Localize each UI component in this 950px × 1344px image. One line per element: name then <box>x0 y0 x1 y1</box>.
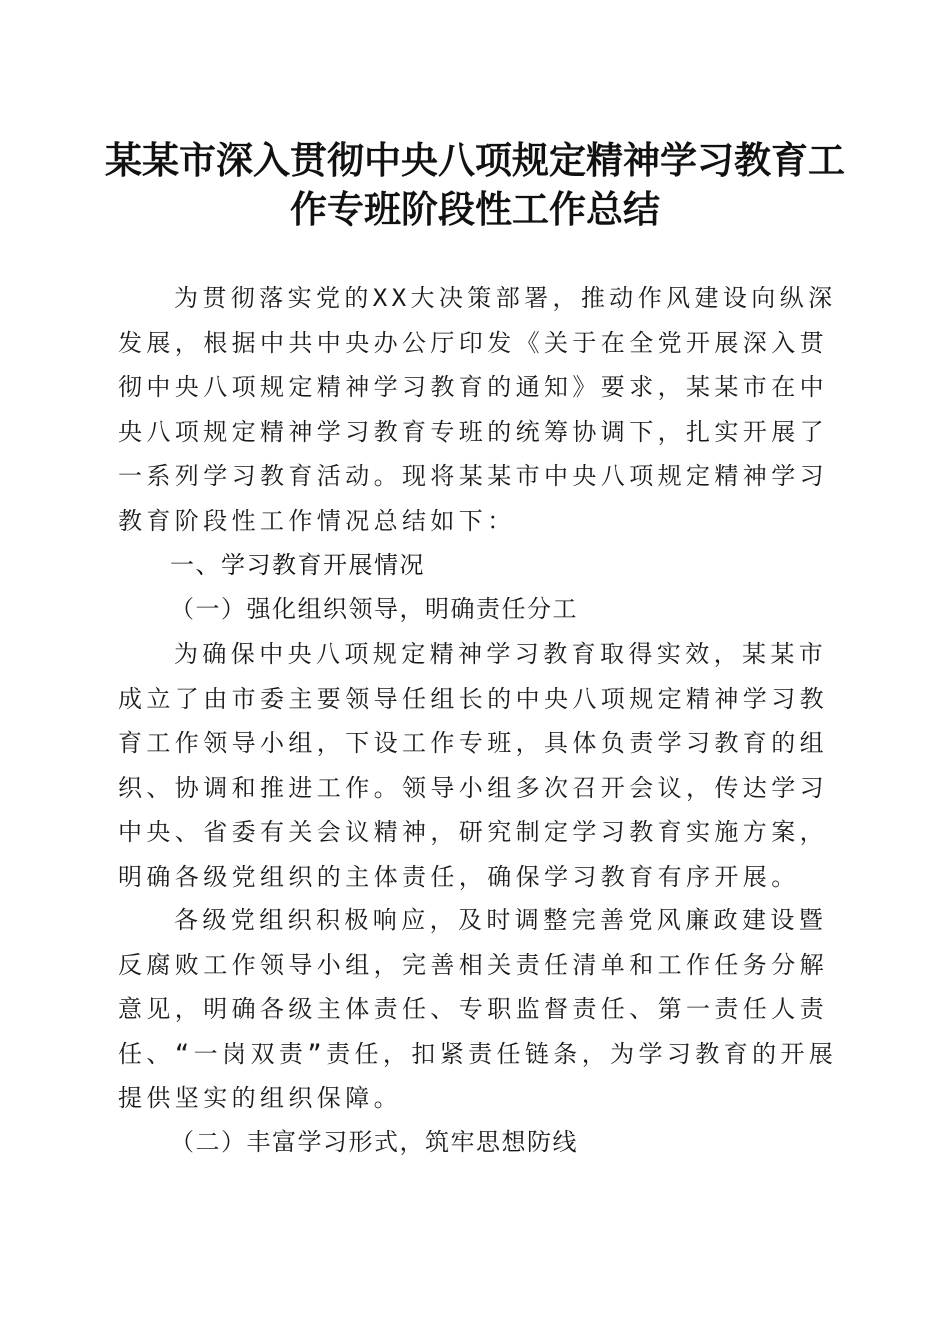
subsection-heading-2: （二）丰富学习形式，筑牢思想防线 <box>170 1128 578 1156</box>
section-heading-1: 一、学习教育开展情况 <box>170 551 425 579</box>
intro-paragraph: 为贯彻落实党的XX大决策部署，推动作风建设向纵深发展，根据中共中央办公厅印发《关于在全党开展深入贯彻中央八项规定精神学习教育的通知》要求，某某市在中央八项规定精神学习教育专班的统筹协调下，扎实开展了一系列学习教育活动。现将某某市中央八项规定精神学习教育阶段性工作情况总结如下： <box>118 284 837 535</box>
document-title-line-1: 某某市深入贯彻中央八项规定精神学习教育工 <box>105 138 845 182</box>
subsection-heading-1: （一）强化组织领导，明确责任分工 <box>170 595 578 623</box>
subsection-1-paragraph-2: 各级党组织积极响应，及时调整完善党风廉政建设暨反腐败工作领导小组，完善相关责任清单和工作任务分解意见，明确各级主体责任、专职监督责任、第一责任人责任、“一岗双责”责任，扣紧责任链条，为学习教育的开展提供坚实的组织保障。 <box>118 906 838 1112</box>
subsection-1-paragraph-1: 为确保中央八项规定精神学习教育取得实效，某某市成立了由市委主要领导任组长的中央八项规定精神学习教育工作领导小组，下设工作专班，具体负责学习教育的组织、协调和推进工作。领导小组多次召开会议，传达学习中央、省委有关会议精神，研究制定学习教育实施方案，明确各级党组织的主体责任，确保学习教育有序开展。 <box>118 640 828 891</box>
document-title-line-2: 作专班阶段性工作总结 <box>290 187 660 231</box>
